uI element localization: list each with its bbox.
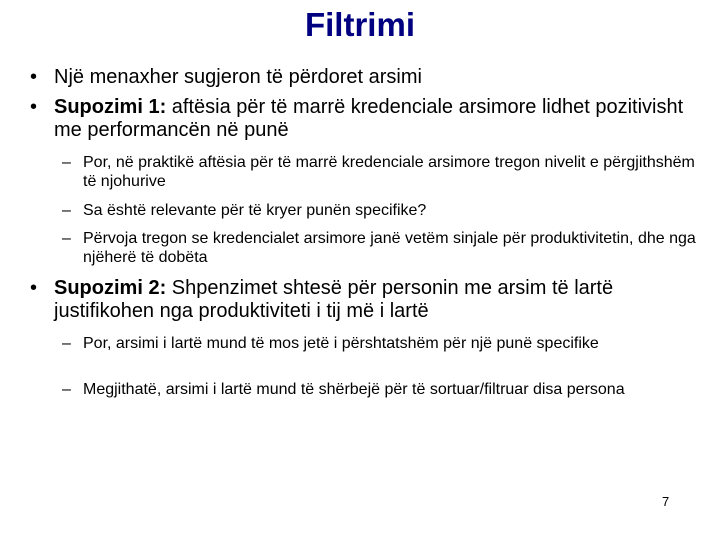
bullet-marker: • (30, 66, 38, 88)
page-number: 7 (662, 494, 670, 509)
bullet-body: Shpenzimet shtesë për personin me arsim të lartë justifikohen nga produktiviteti i tij më i lartë (54, 277, 614, 322)
bullet-marker: • (30, 277, 38, 299)
bullet-text: Një menaxher sugjeron të përdoret arsimi (54, 66, 422, 88)
sub-bullet-text: Përvoja tregon se kredencialet arsimore janë vetëm sinjale për produktivitetin, dhe nga njëherë të dobëta (83, 230, 696, 266)
sub-bullet-item (62, 201, 702, 220)
bullet-label: Supozimi 2: (54, 277, 167, 299)
bullet-item (30, 66, 710, 89)
dash-marker: – (62, 381, 71, 398)
dash-marker: – (62, 202, 71, 219)
dash-marker: – (62, 154, 71, 171)
sub-bullet-item (62, 229, 702, 267)
bullet-body: aftësia për të marrë kredenciale arsimore lidhet pozitivisht me performancën në punë (54, 96, 684, 141)
bullet-text (54, 96, 710, 142)
sub-bullet-text: Sa është relevante për të kryer punën specifike? (83, 202, 427, 219)
bullet-text (54, 277, 710, 323)
sub-bullet-text: Por, në praktikë aftësia për të marrë kredenciale arsimore tregon nivelit e përgjithshëm të njohurive (83, 154, 695, 190)
sub-bullet-text: Megjithatë, arsimi i lartë mund të shërbejë për të sortuar/filtruar disa persona (83, 381, 625, 398)
bullet-marker: • (30, 96, 38, 118)
dash-marker: – (62, 230, 71, 247)
slide-title: Filtrimi (304, 6, 415, 43)
bullet-item (30, 96, 710, 142)
dash-marker: – (62, 335, 71, 352)
bullet-label: Supozimi 1: (54, 96, 167, 118)
sub-bullet-text: Por, arsimi i lartë mund të mos jetë i përshtatshëm për një punë specifike (83, 335, 599, 352)
bullet-item (30, 277, 710, 323)
sub-bullet-item (62, 334, 702, 353)
sub-bullet-item (62, 153, 702, 191)
sub-bullet-item (62, 380, 702, 399)
